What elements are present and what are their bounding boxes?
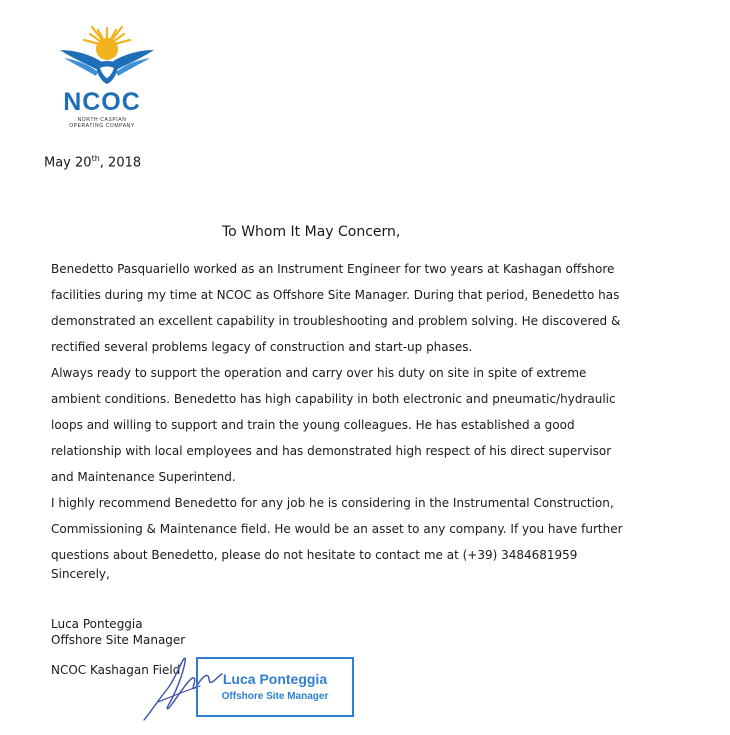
logo-wordmark: NCOC: [63, 88, 141, 116]
paragraph-2: Always ready to support the operation and carry over his duty on site in spite of extreme ambient conditions. Benedetto has high capability in both electronic and pneumatic/hydraulic loops and willing to support and train the young colleagues. He has established a good relationship with local employees and has demonstrated high respect of his direct supervisor and Maintenance Superintend.: [51, 366, 616, 484]
closing: Sincerely,: [51, 567, 110, 581]
date-year: , 2018: [99, 155, 142, 171]
logo-tagline-line1: NORTH CASPIAN: [77, 117, 127, 123]
signer-location: NCOC Kashagan Field: [51, 663, 181, 677]
stamp-title: Offshore Site Manager: [221, 691, 329, 702]
letter-body: [51, 256, 626, 568]
signer-title: Offshore Site Manager: [51, 633, 186, 647]
letter-date: [44, 154, 141, 170]
signer-name: Luca Ponteggia: [51, 617, 143, 631]
date-ordinal: th: [91, 154, 100, 163]
date-month-day: May 20: [44, 155, 92, 171]
company-logo: [52, 24, 162, 129]
logo-tagline-line2: OPERATING COMPANY: [69, 123, 135, 129]
sun-eagle-icon: [52, 24, 162, 94]
paragraph-3: I highly recommend Benedetto for any job he is considering in the Instrumental Construction, Commissioning & Maintenance field. He would be an asset to any company. If you have further questions about Benedetto, please do not hesitate to contact me at (+39) 3484681959: [51, 496, 623, 562]
signature-stamp: [196, 657, 354, 717]
paragraph-1: Benedetto Pasquariello worked as an Instrument Engineer for two years at Kashagan offshore facilities during my time at NCOC as Offshore Site Manager. During that period, Benedetto has demonstrated an excellent capability in troubleshooting and problem solving. He discovered & rectified several problems legacy of construction and start-up phases.: [51, 262, 621, 354]
salutation: To Whom It May Concern,: [222, 224, 401, 240]
stamp-name: Luca Ponteggia: [222, 671, 328, 687]
